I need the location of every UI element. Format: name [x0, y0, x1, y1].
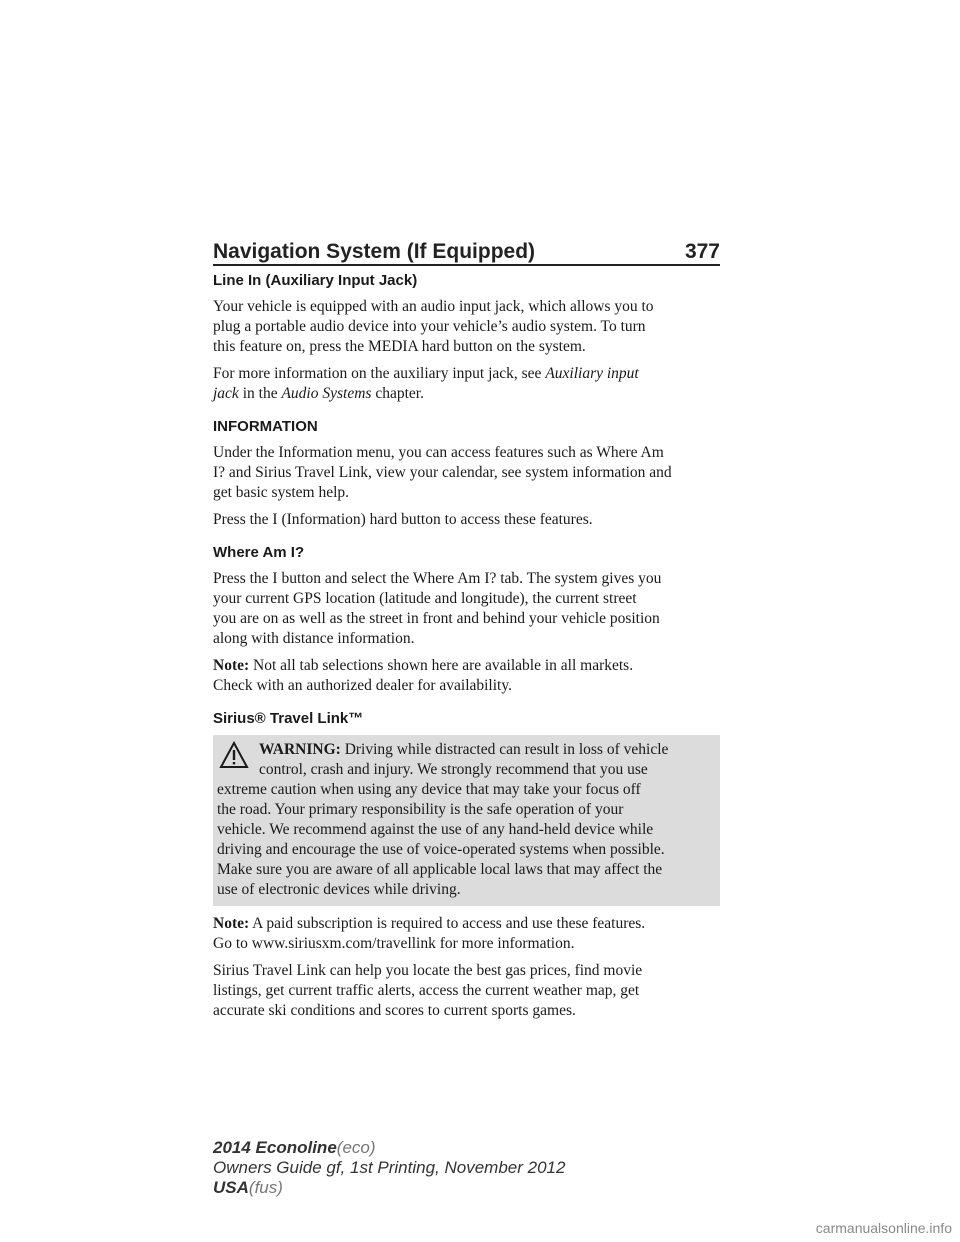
text-line: I? and Sirius Travel Link, view your calendar, see system information and	[213, 464, 672, 481]
text-line: Your vehicle is equipped with an audio input jack, which allows you to	[213, 298, 654, 315]
header-rule	[213, 264, 720, 266]
cross-reference-aux-jack-cont: jack	[213, 385, 239, 402]
text-run: Driving while distracted can result in loss of vehicle	[340, 741, 669, 758]
footer-line-market	[213, 1178, 565, 1198]
paragraph-travel-link	[213, 961, 720, 1021]
text-line: Go to www.siriusxm.com/travellink for more information.	[213, 935, 575, 952]
page-content	[213, 271, 720, 1028]
text-line: Make sure you are aware of all applicable local laws that may affect the	[217, 861, 663, 878]
text-line: the road. Your primary responsibility is the safe operation of your	[217, 801, 624, 818]
footer-market: USA	[213, 1178, 249, 1197]
text-line: Sirius Travel Link can help you locate the best gas prices, find movie	[213, 962, 643, 979]
text-line: along with distance information.	[213, 630, 415, 647]
paragraph-where-am-i	[213, 569, 720, 649]
text-line: vehicle. We recommend against the use of any hand-held device while	[217, 821, 654, 838]
text-line: this feature on, press the MEDIA hard button on the system.	[213, 338, 586, 355]
text-line: Under the Information menu, you can access features such as Where Am	[213, 444, 664, 461]
page-header	[213, 228, 720, 264]
paragraph-aux-reference	[213, 364, 720, 404]
footer-model: 2014 Econoline	[213, 1138, 337, 1157]
heading-where-am-i: Where Am I?	[213, 544, 305, 561]
heading-information: INFORMATION	[213, 418, 318, 435]
text-line: get basic system help.	[213, 484, 350, 501]
paragraph-information	[213, 443, 720, 503]
text-line: Check with an authorized dealer for availability.	[213, 677, 512, 694]
text-run: Not all tab selections shown here are available in all markets.	[249, 657, 634, 674]
text-run: For more information on the auxiliary input jack, see	[213, 365, 546, 382]
text-line: use of electronic devices while driving.	[217, 881, 461, 898]
page-number: 377	[684, 240, 720, 263]
note-travel-link	[213, 914, 720, 954]
text-line: you are on as well as the street in front and behind your vehicle position	[213, 610, 660, 627]
cross-reference-audio-systems: Audio Systems	[281, 385, 372, 402]
text-line: listings, get current traffic alerts, access the current weather map, get	[213, 982, 640, 999]
footer-model-code: (eco)	[336, 1138, 376, 1157]
text-run: A paid subscription is required to access and use these features.	[249, 915, 646, 932]
warning-box	[213, 735, 720, 906]
text-line: extreme caution when using any device that may take your focus off	[217, 781, 641, 798]
footer-market-code: (fus)	[248, 1178, 283, 1197]
page-footer	[213, 1138, 565, 1198]
text-line: driving and encourage the use of voice-operated systems when possible.	[217, 841, 665, 858]
warning-triangle-icon	[219, 741, 249, 769]
note-label: Note:	[213, 915, 250, 932]
watermark: carmanualsonline.info	[815, 1220, 952, 1236]
text-line: accurate ski conditions and scores to current sports games.	[213, 1002, 576, 1019]
text-run: in the	[238, 385, 282, 402]
text-line: your current GPS location (latitude and longitude), the current street	[213, 590, 637, 607]
text-run: chapter.	[371, 385, 424, 402]
paragraph-line-in	[213, 297, 720, 357]
heading-travel-link: Sirius® Travel Link™	[213, 710, 364, 727]
text-line: control, crash and injury. We strongly recommend that you use	[259, 761, 648, 778]
note-label: Note:	[213, 657, 250, 674]
warning-label: WARNING:	[259, 741, 341, 758]
section-title: Navigation System (If Equipped)	[213, 240, 536, 263]
text-line: Press the I button and select the Where Am I? tab. The system gives you	[213, 570, 662, 587]
note-where-am-i	[213, 656, 720, 696]
footer-line-model	[213, 1138, 565, 1158]
text-line: plug a portable audio device into your vehicle’s audio system. To turn	[213, 318, 646, 335]
warning-first-line	[217, 740, 716, 760]
cross-reference-aux-jack: Auxiliary input	[545, 365, 639, 382]
footer-printing: Owners Guide gf, 1st Printing, November 2012	[213, 1158, 566, 1177]
heading-line-in: Line In (Auxiliary Input Jack)	[213, 272, 418, 289]
paragraph-information-button: Press the I (Information) hard button to access these features.	[213, 511, 593, 528]
